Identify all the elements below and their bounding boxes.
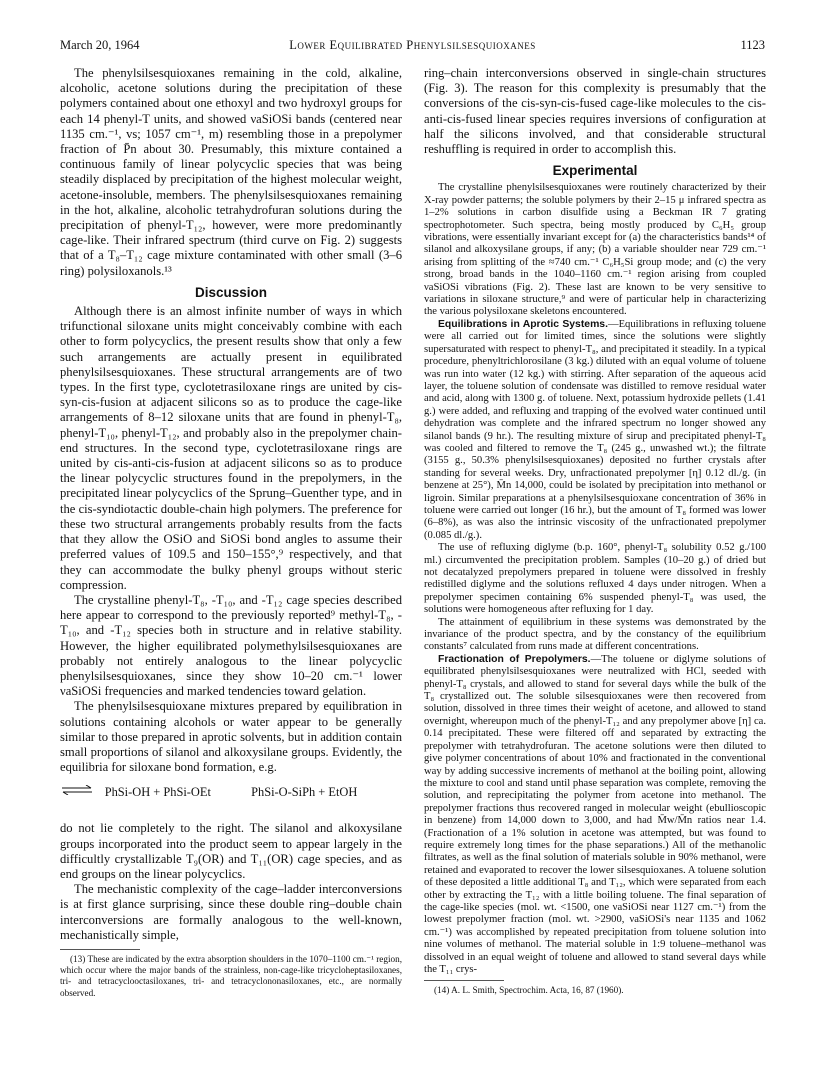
left-paragraph-1: The phenylsilsesquioxanes remaining in the cold, alkaline, alcoholic, acetone solutions during the precipitation of these polymers contained about one ethoxyl and two hydroxyl groups for each 14 phenyl-T units, and showed νaSiOSi bands (centered near 1135 cm.⁻¹, vs; 1057 cm⁻¹, m) resembling those in a prepolymer fraction of P̄n about 30. Presumably, this mixture contained a continuous family of linear polycyclic species that was being steadily displaced by precipitation of the highest molecular weight, acetone-insoluble, members. The phenylsilsesquioxanes remaining in the hot, alkaline, alcoholic tetrahydrofuran solutions during the precipitation of phenyl-T₁₂, however, were more predominantly cage-like. Their infrared spectrum (third curve on Fig. 2) suggests that of a T₈–T₁₂ cage mixture contaminated with other small (3–6 ring) polysiloxanols.¹³ (60, 66, 402, 278)
footnote-14: (14) A. L. Smith, Spectrochim. Acta, 16, 87 (1960). (434, 985, 624, 996)
footnote-rule-right (424, 980, 504, 981)
header-date: March 20, 1964 (60, 38, 140, 52)
left-paragraph-3: The crystalline phenyl-T₈, -T₁₀, and -T₁₂ cage species described here appear to correspond to the previously reported⁹ methyl-T₈, -T₁₀, and -T₁₂ species both in structure and in relative stability. However, the higher equilibrated polymethylsilsesquioxanes are probably not entirely analogous to the linear polycyclic phenylsilsesquioxanes, since they show 10–20 cm.⁻¹ lower νaSiOSi frequencies and marked tendencies toward gelation. (60, 592, 402, 699)
footnote-rule (60, 949, 140, 950)
right-column (424, 66, 766, 997)
eq-reactant-1: PhSi-OH (104, 785, 151, 800)
runin-fractionation: Fractionation of Prepolymers. (438, 653, 591, 665)
right-paragraph-3 (424, 319, 766, 542)
equilibrium-arrows-icon (214, 789, 248, 799)
page-number: 1123 (740, 38, 765, 52)
right-paragraph-1: ring–chain interconversions observed in single-chain structures (Fig. 3). The reason for this complexity is presumably that the conversions of the cis-syn-cis-fused cage-like molecules to the cis-anti-cis-fused linear species requires inversions of configuration at half the silicons involved, and that considerable structural reshuffling is required in order to accomplish this. (424, 66, 766, 157)
running-header (60, 38, 765, 54)
header-title: Lower Equilibrated Phenylsilsesquioxanes (289, 38, 536, 52)
eq-plus-2: + (318, 785, 326, 800)
left-paragraph-4: The phenylsilsesquioxane mixtures prepared by equilibration in solutions containing alcohols or water appear to be generally similar to those prepared in aprotic solvents, but in addition contain small proportions of silanol and alkoxysilane groups. Evidently, the equilibria for siloxane bond formation, e.g. (60, 699, 402, 775)
eq-plus-1: + (153, 785, 161, 800)
runin-aprotic: Equilibrations in Aprotic Systems. (438, 318, 608, 330)
right-paragraph-5: The attainment of equilibrium in these systems was demonstrated by the invariance of the product spectra, and by the constancy of the equilibrium constants⁷ calculated from runs made at different concentrations. (424, 616, 766, 653)
right-paragraph-4: The use of refluxing diglyme (b.p. 160°, phenyl-T₈ solubility 0.52 g./100 ml.) circumvented the precipitation problem. Samples (10–20 g.) of dried but not decatalyzed prepolymers prepared in toluene were dissolved in freshly redistilled diglyme and the solutions refluxed 4 days under nitrogen. When a prepolymer specimen containing 6% suspended phenyl-T₈ was used, the solutions were homogeneous after refluxing for 1 day. (424, 542, 766, 616)
left-paragraph-5: do not lie completely to the right. The silanol and alkoxysilane groups incorporated into the product seem to appear largely in the difficultly crystallizable T₉(OR) and T₁₁(OR) cage species, and as end groups on the linear polycyclics. (60, 821, 402, 881)
equilibrium-equation (60, 785, 402, 811)
left-paragraph-2: Although there is an almost infinite number of ways in which trifunctional siloxane units might conceivably combine with each other to form polycyclics, the present results show that only a few such arrangements are actually present in equilibrated phenylsilsesquioxanes. These structural arrangements are of two types. In the first type, cyclotetrasiloxane rings are united by cis-syn-cis-fusion at adjacent silicons so as to produce the cage-like arrangements of 8–12 siloxane units that are found in phenyl-T₈, phenyl-T₁₀, phenyl-T₁₂, and probably also in the prepolymer chain-end structures. In the second type, cyclotetrasiloxane rings are united by cis-anti-cis-fusion at adjacent silicons so as to produce the linear polycyclic structures found in the prepolymers, in the precipitated linear polycyclics of the Sprung–Guenther type, and in the cis-syndiotactic double-chain high polymers. The preference for these two structural arrangements probably results from the facts that they allow the OSiO and SiOSi bond angles to assume their preferred values of 109.5 and 150–155°,⁹ respectively, and that they can accommodate the bulky phenyl groups without steric compression. (60, 304, 402, 592)
eq-product-2: EtOH (328, 785, 358, 800)
eq-reactant-2: PhSi-OEt (163, 785, 211, 800)
right-paragraph-6 (424, 654, 766, 977)
discussion-heading: Discussion (194, 284, 268, 300)
left-column (60, 66, 402, 999)
right-paragraph-2: The crystalline phenylsilsesquioxanes were routinely characterized by their X-ray powder patterns; the soluble polymers by their 2–15 μ infrared spectra as 1–2% solutions in carbon disulfide using a Beckman IR 7 grating spectrophotometer. Such spectra, being mostly produced by C₆H₅ group vibrations, were essentially invariant except for (a) the characteristics bands¹⁴ of silanol and alkoxysilane groups, if any; (b) a variable shoulder near 729 cm.⁻¹ arising from splitting of the ≈740 cm.⁻¹ C₆H₅Si group mode; and (c) the very strong, broad bands in the 1040–1160 cm.⁻¹ region arising from coupled νaSiOSi vibrations (Fig. 2). These last are known to be very sensitive to variations in siloxane structure,⁹ and were of particular help in characterizing the various polysiloxane skeletons encountered. (424, 182, 766, 318)
experimental-heading: Experimental (552, 163, 638, 179)
fractionation-text: —The toluene or diglyme solutions of equilibrated phenylsilsesquioxanes were neutralized with HCl, seeded with phenyl-T₈ crystals, and allowed to stand for several days while the bulk of the T₈ crystallized out. The soluble silsesquioxanes were then recovered from solution, dissolved in three times their weight of acetone, and allowed to stand overnight, whereupon much of the phenyl-T₁₂ and any prepolymer above [η] ca. 0.14 precipitated. These were filtered off and separated by extracting the prepolymer with tetrahydrofuran. The acetone solutions were then diluted to give polymer concentrations of about 10% and fractionated in the conventional way by adding successive increments of methanol at the boiling point, allowing the mixture to cool and stand until phase separation was complete, removing the solution, and reprecipitating the polymer from acetone into methanol. The prepolymer fractions thus recovered ranged in molecular weight (ebullioscopic in benzene) from 14,000 down to 3,000, and had M̄w/M̄n ratios near 1.4. (Fractionation of a 1% solution in acetone was attempted, but was found to require extremely long times for the phase separations.) All of the methanolic filtrates, as well as the final solution of materials soluble in 90% methanol, were retained and evaporated to recover the lower silsesquioxanes. A toluene solution of these deposited a little additional T₈ and T₁₂, which were separated from each other by extracting the T₁₂ with a little boiling toluene. The final separation of the cage-like species (mol. wt. <1500, one νaSiOSi near 1127 cm.⁻¹) from the lowest prepolymer fraction (mol. wt. >2900, νaSiOSi's near 1135 and 1062 cm.⁻¹) was accomplished by repeated precipitation from toluene solution into nine volumes of methanol. The material soluble in 1:9 toluene–methanol was dissolved in an equal weight of toluene and allowed to stand several days while the T₁₁ crys- (424, 653, 766, 976)
aprotic-text: —Equilibrations in refluxing toluene were all carried out for limited times, since the solutions were slightly supersaturated with respect to phenyl-T₈, and precipitated it steadily. In a typical procedure, phenyltrichlorosilane (3 kg.) diluted with an equal volume of toluene was run into water (12 kg.) with stirring. After separation of the aqueous acid layer, the toluene solution of condensate was distilled to remove residual water and acid, along with 1300 g. of toluene. Next, potassium hydroxide pellets (1.41 g.) were added, and refluxing and trapping of the evolved water continued until dehydration was complete and the infrared spectrum no longer showed any silanol bands (9 hr.). The resulting mixture of sirup and precipitated phenyl-T₈ was cooled and filtered to remove the T₈ (245 g., unwashed wt.); the filtrate (3155 g., 50.3% phenylsilsesquioxanes) deposited no further crystals after standing for several weeks. Dry, unfractionated prepolymer [η] 0.12 dl./g. (in benzene at 25°), M̄n 14,000, could be isolated by precipitation into methanol or ligroin. Similar preparations at a phenylsilsesquioxane concentration of 36% in toluene were carried out longer (16 hr.), but the amount of T₈ formed was lower (6–8%), as was also the intrinsic viscosity of the unfractionated prepolymer (0.085 dl./g.). (424, 318, 766, 541)
eq-product-1: PhSi-O-SiPh (251, 785, 316, 800)
footnote-13: (13) These are indicated by the extra absorption shoulders in the 1070–1100 cm.⁻¹ region, which occur where the major bands of the strainless, non-cage-like tricycloheptasiloxanes, tri- and tetracyclooctasiloxanes, tri- and tetracyclononasiloxanes, etc., are normally observed. (60, 953, 402, 998)
left-paragraph-6: The mechanistic complexity of the cage–ladder interconversions is at first glance surprising, since these double ring–double chain interconversions are formally analogous to the well-known, mechanistically simple, (60, 882, 402, 942)
